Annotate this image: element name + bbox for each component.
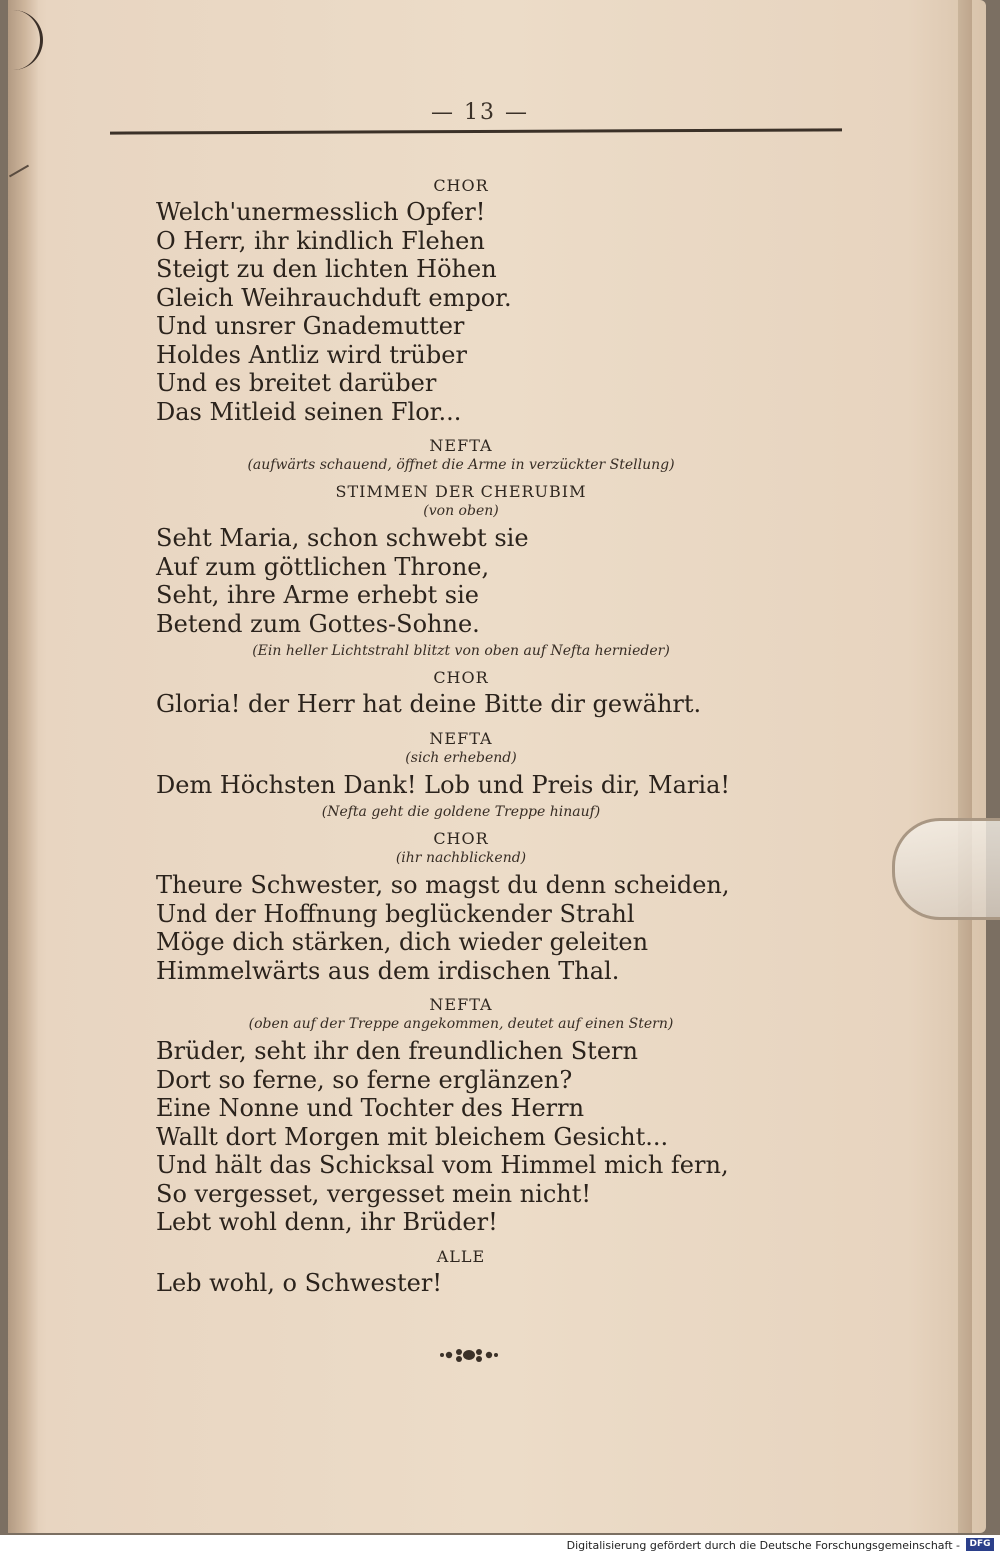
- speaker-name: NEFTA: [429, 728, 493, 748]
- verse-line: Holdes Antliz wird trüber: [156, 340, 467, 369]
- verse-line: Welch'unermesslich Opfer!: [156, 198, 486, 226]
- verse-line: Seht, ihre Arme erhebt sie: [156, 581, 480, 609]
- verse-group: [156, 1037, 766, 1237]
- footer-bar: [0, 1535, 1000, 1555]
- verse-line: Gleich Weihrauchduft empor.: [156, 283, 512, 312]
- speaker-name: STIMMEN DER CHERUBIM: [335, 482, 587, 501]
- floral-ornament-icon: [438, 1343, 500, 1367]
- verse-line: O Herr, ihr kindlich Flehen: [156, 226, 485, 255]
- verse-group: [156, 771, 766, 800]
- verse-group: [156, 524, 766, 638]
- verse-line: Theure Schwester, so magst du denn scheiden,: [156, 871, 730, 899]
- verse-line: Und unsrer Gnademutter: [156, 312, 465, 340]
- verse-line: Dem Höchsten Dank! Lob und Preis dir, Maria!: [156, 770, 731, 799]
- verse-line: Brüder, seht ihr den freundlichen Stern: [156, 1037, 638, 1065]
- speaker-name: NEFTA: [429, 995, 493, 1014]
- verse-line: Möge dich stärken, dich wieder geleiten: [156, 928, 649, 956]
- verse-group: [156, 690, 766, 719]
- spacer: [156, 1297, 766, 1303]
- speaker-name: CHOR: [433, 668, 489, 687]
- stage-direction: (Nefta geht die goldene Treppe hinauf): [321, 804, 601, 820]
- verse-line: Gloria! der Herr hat deine Bitte dir gewährt.: [156, 690, 702, 718]
- verse-line: Das Mitleid seinen Flor...: [156, 397, 462, 426]
- stage-direction: (oben auf der Treppe angekommen, deutet auf einen Stern): [248, 1016, 674, 1032]
- verse-line: Steigt zu den lichten Höhen: [156, 255, 497, 283]
- script-text: [156, 172, 766, 1303]
- verse-line: Eine Nonne und Tochter des Herrn: [156, 1094, 585, 1122]
- verse-line: Dort so ferne, so ferne erglänzen?: [156, 1065, 573, 1094]
- verse-line: Betend zum Gottes-Sohne.: [156, 609, 480, 638]
- verse-group: [156, 1269, 766, 1298]
- verse-line: Himmelwärts aus dem irdischen Thal.: [156, 956, 620, 985]
- speaker-name: CHOR: [433, 829, 489, 848]
- verse-line: Leb wohl, o Schwester!: [156, 1268, 442, 1297]
- speaker-name: CHOR: [433, 176, 489, 195]
- verse-line: Und es breitet darüber: [156, 369, 437, 397]
- page-number: — 13 —: [431, 100, 529, 125]
- dfg-logo: DFG: [966, 1538, 994, 1551]
- stage-direction: (sich erhebend): [405, 749, 517, 766]
- page-spine: [8, 0, 38, 1533]
- verse-line: Lebt wohl denn, ihr Brüder!: [156, 1208, 498, 1236]
- verse-line: Auf zum göttlichen Throne,: [156, 552, 490, 581]
- verse-line: Seht Maria, schon schwebt sie: [156, 524, 529, 552]
- stage-direction: (Ein heller Lichtstrahl blitzt von oben auf Nefta hernieder): [252, 643, 670, 659]
- verse-line: Und der Hoffnung beglückender Strahl: [156, 899, 635, 928]
- speaker-name: NEFTA: [429, 436, 493, 455]
- speaker-name: ALLE: [436, 1246, 486, 1266]
- stage-direction: (ihr nachblickend): [395, 850, 527, 866]
- paper-clip: [892, 818, 1000, 920]
- spine-curve: [0, 10, 43, 70]
- stage-direction: (aufwärts schauend, öffnet die Arme in verzückter Stellung): [247, 457, 675, 473]
- verse-line: Wallt dort Morgen mit bleichem Gesicht...: [156, 1122, 669, 1151]
- verse-line: So vergesset, vergesset mein nicht!: [156, 1179, 592, 1208]
- verse-line: Und hält das Schicksal vom Himmel mich fern,: [156, 1151, 729, 1179]
- stage-direction: (von oben): [423, 503, 499, 519]
- page-edge: [958, 0, 972, 1533]
- verse-group: [156, 198, 766, 426]
- footer-credit: Digitalisierung gefördert durch die Deutsche Forschungsgemeinschaft -: [566, 1539, 960, 1552]
- spine-mark: [9, 165, 29, 178]
- verse-group: [156, 871, 766, 985]
